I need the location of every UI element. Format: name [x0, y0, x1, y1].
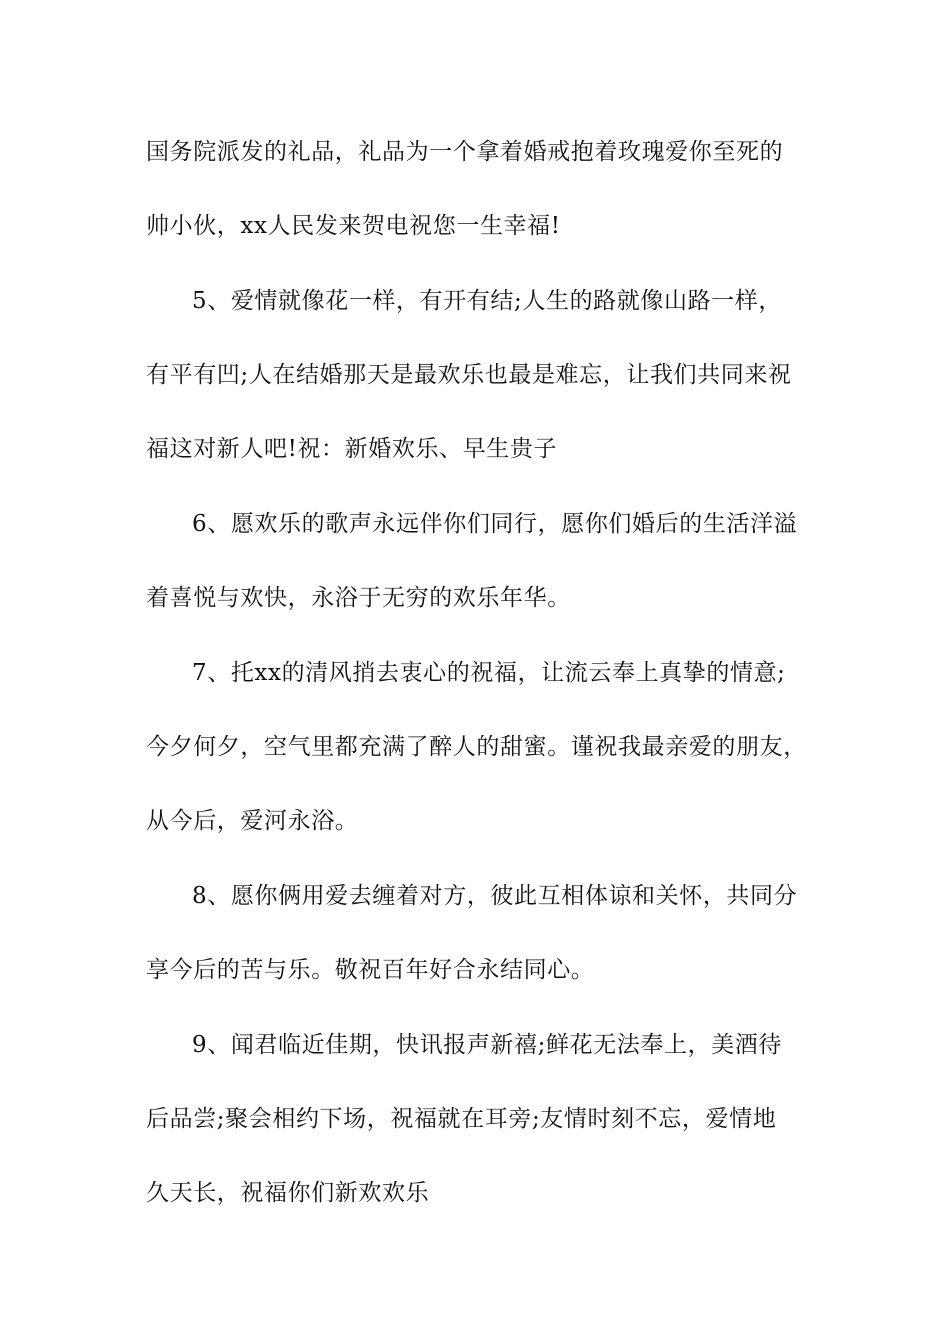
paragraph-5-start: 5、爱情就像花一样，有开有结;人生的路就像山路一样， — [192, 288, 782, 314]
paragraph-8-start: 8、愿你俩用爱去缠着对方，彼此互相体谅和关怀，共同分 — [192, 883, 798, 909]
text-line: 着喜悦与欢快，永浴于无穷的欢乐年华。 — [146, 585, 571, 611]
text-line: 有平有凹;人在结婚那天是最欢乐也最是难忘，让我们共同来祝 — [146, 362, 792, 388]
text-line: 享今后的苦与乐。敬祝百年好合永结同心。 — [146, 957, 595, 983]
text-line: 久天长，祝福你们新欢欢乐 — [146, 1180, 430, 1206]
text-line: 帅小伙，xx人民发来贺电祝您一生幸福! — [146, 213, 561, 239]
paragraph-6-start: 6、愿欢乐的歌声永远伴你们同行，愿你们婚后的生活洋溢 — [192, 511, 798, 537]
paragraph-9-start: 9、闻君临近佳期，快讯报声新禧;鲜花无法奉上，美酒待 — [192, 1032, 782, 1058]
text-line: 今夕何夕，空气里都充满了醉人的甜蜜。谨祝我最亲爱的朋友， — [146, 734, 807, 760]
text-line: 福这对新人吧!祝：新婚欢乐、早生贵子 — [146, 436, 558, 462]
paragraph-7-start: 7、托xx的清风捎去衷心的祝福，让流云奉上真挚的情意; — [192, 660, 786, 686]
text-line: 国务院派发的礼品，礼品为一个拿着婚戒抱着玫瑰爱你至死的 — [146, 139, 784, 165]
text-line: 后品尝;聚会相约下场，祝福就在耳旁;友情时刻不忘，爱情地 — [146, 1106, 777, 1132]
text-line: 从今后，爱河永浴。 — [146, 808, 359, 834]
